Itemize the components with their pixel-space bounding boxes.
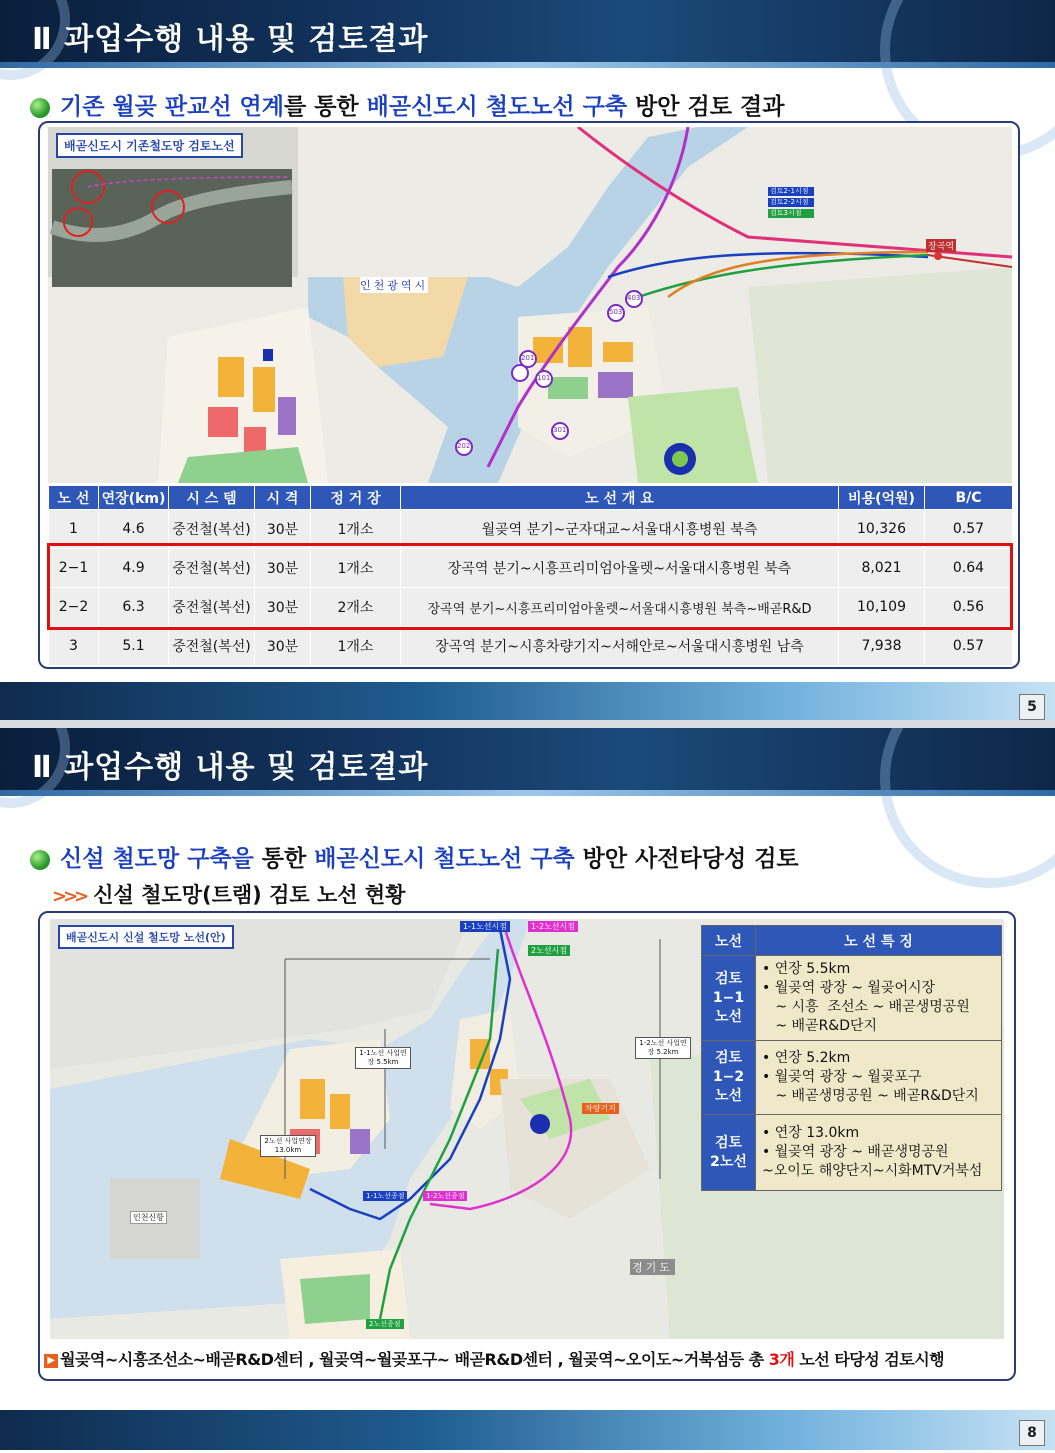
map-graphic xyxy=(48,127,1012,483)
page-number: 5 xyxy=(1019,694,1045,720)
route-start-label: 1-1노선시점 xyxy=(460,921,510,932)
route-end-label: 2노선종점 xyxy=(366,1319,404,1329)
route-feature-cell xyxy=(756,1041,1002,1115)
content-panel xyxy=(38,911,1016,1381)
table-cell: 2−2 xyxy=(49,588,99,627)
sub-subtitle xyxy=(52,879,405,909)
table-cell: 0.56 xyxy=(925,588,1013,627)
summary-text: 노선 타당성 검토시행 xyxy=(794,1350,945,1369)
garage-label: 차량기지 xyxy=(582,1103,619,1114)
table-row xyxy=(49,549,1013,588)
subtitle-part: 배곧신도시 철도노선 구축 xyxy=(366,94,628,120)
route-name-line: 검토 xyxy=(714,1050,743,1066)
table-cell: 30분 xyxy=(255,510,311,549)
map-route-label: 검토3시점 xyxy=(770,209,802,217)
route-feature-cell xyxy=(756,1115,1002,1191)
route-name-cell xyxy=(702,956,756,1041)
feature-line: • 월곶역 광장 ~ 월곶포구 xyxy=(762,1069,922,1085)
feature-line: • 월곶역 광장 ~ 월곶어시장 xyxy=(762,980,936,996)
map-title-label: 배곧신도시 신설 철도망 노선(안) xyxy=(58,925,234,949)
feature-line: ~ 시흥 조선소 ~ 배곧생명공원 xyxy=(762,999,970,1015)
road-shield-label: 202 xyxy=(457,442,471,450)
summary-text: 월곶역~시흥조선소~배곧R&D센터 , 월곶역~월곶포구~ 배곧R&D센터 , 월곶역~오이도~거북섬등 총 xyxy=(60,1350,769,1369)
route-end-label: 1-2노선종점 xyxy=(423,1191,467,1201)
route-length-label: 1-1노선 사업연장 5.5km xyxy=(355,1047,411,1069)
summary-note xyxy=(44,1347,944,1370)
table-cell: 30분 xyxy=(255,588,311,627)
route-name-line: 검토 xyxy=(714,970,743,987)
section-subtitle xyxy=(30,88,784,121)
map-place-label: 인천신항 xyxy=(130,1211,167,1224)
subtitle-part: 통한 xyxy=(253,846,315,872)
column-header: 비용(억원) xyxy=(839,486,925,510)
route-name-line: 1−1 xyxy=(712,989,745,1006)
sub-subtitle-text: 신설 철도망(트램) 검토 노선 현황 xyxy=(93,883,406,907)
table-row xyxy=(702,1041,1002,1115)
table-cell: 중전철(복선) xyxy=(169,588,255,627)
table-cell: 30분 xyxy=(255,627,311,666)
route-review-table xyxy=(48,485,1013,666)
table-cell: 3 xyxy=(49,627,99,666)
header-title: Ⅱ 과업수행 내용 및 검토결과 xyxy=(32,22,429,57)
orange-arrow-icon: ▶ xyxy=(44,1354,58,1368)
table-cell: 월곶역 분기~군자대교~서울대시흥병원 북측 xyxy=(401,510,839,549)
table-header-row xyxy=(702,926,1002,956)
slide-footer xyxy=(0,1410,1055,1450)
feature-line: • 연장 5.5km xyxy=(762,961,851,977)
route-feature-cell xyxy=(756,956,1002,1041)
route-name-line: 1−2 xyxy=(712,1069,745,1085)
route-end-label: 1-1노선종점 xyxy=(363,1191,407,1201)
column-header: 시 스 템 xyxy=(169,486,255,510)
table-cell: 0.57 xyxy=(925,510,1013,549)
table-cell: 중전철(복선) xyxy=(169,510,255,549)
route-name-cell xyxy=(702,1115,756,1191)
railway-map xyxy=(48,127,1012,483)
map-route-label: 검토2-2시점 xyxy=(770,198,809,206)
table-row xyxy=(702,956,1002,1041)
feature-line: ~ 배곧R&D단지 xyxy=(762,1018,878,1034)
section-subtitle xyxy=(30,840,799,873)
feature-line: • 연장 13.0km xyxy=(762,1125,860,1141)
subtitle-part: 방안 사전타당성 검토 xyxy=(574,846,799,872)
table-cell: 30분 xyxy=(255,549,311,588)
table-cell: 장곡역 분기~시흥프리미엄아울렛~서울대시흥병원 북측~배곧R&D xyxy=(401,588,839,627)
route-name-line: 노선 xyxy=(714,1008,743,1025)
subtitle-part: 를 통한 xyxy=(283,94,367,120)
content-panel xyxy=(38,121,1020,669)
table-cell: 1개소 xyxy=(311,510,401,549)
summary-count: 3개 xyxy=(768,1350,795,1369)
route-name-line: 검토 xyxy=(714,1134,743,1151)
table-cell: 10,109 xyxy=(839,588,925,627)
feature-line: ~ 배곧생명공원 ~ 배곧R&D단지 xyxy=(762,1088,979,1104)
swirl-decoration-icon xyxy=(880,728,1055,888)
column-header: 노 선 개 요 xyxy=(401,486,839,510)
column-header: 연장(km) xyxy=(99,486,169,510)
triple-chevron-icon: >>> xyxy=(52,886,86,907)
table-cell: 1개소 xyxy=(311,627,401,666)
table-cell: 장곡역 분기~시흥프리미엄아울렛~서울대시흥병원 북측 xyxy=(401,549,839,588)
table-cell: 6.3 xyxy=(99,588,169,627)
subtitle-part: 배곧신도시 철도노선 구축 xyxy=(314,846,575,872)
table-cell: 10,326 xyxy=(839,510,925,549)
table-cell: 중전철(복선) xyxy=(169,549,255,588)
route-name-line: 노선 xyxy=(714,1088,743,1104)
feature-line: • 월곶역 광장 ~ 배곧생명공원 xyxy=(762,1144,949,1160)
map-route-label: 검토2-1시점 xyxy=(770,187,809,195)
route-start-label: 2노선시점 xyxy=(528,945,570,956)
route-length-label: 2노선 사업연장 13.0km xyxy=(260,1135,316,1157)
road-shield-label: 503 xyxy=(609,308,623,316)
slide-5 xyxy=(0,0,1055,720)
table-cell: 4.6 xyxy=(99,510,169,549)
feature-line: ~오이도 해양단지~시화MTV거북섬 xyxy=(762,1163,983,1179)
table-cell: 중전철(복선) xyxy=(169,627,255,666)
column-header: 노선 xyxy=(702,926,756,956)
table-cell: 8,021 xyxy=(839,549,925,588)
header-title: Ⅱ 과업수행 내용 및 검토결과 xyxy=(32,750,429,785)
table-row xyxy=(49,588,1013,627)
road-shield-label: 101 xyxy=(537,374,551,382)
table-cell: 2개소 xyxy=(311,588,401,627)
table-cell: 4.9 xyxy=(99,549,169,588)
map-place-label: 인천광역시 xyxy=(360,279,429,292)
route-name-line: 2노선 xyxy=(710,1153,747,1170)
route-length-label: 1-2노선 사업연장 5.2km xyxy=(635,1037,691,1059)
slide-header xyxy=(0,0,1055,68)
slide-separator xyxy=(0,720,1055,728)
road-shield-label: 201 xyxy=(521,354,535,362)
column-header: 노 선 특 징 xyxy=(756,926,1002,956)
column-header: 정 거 장 xyxy=(311,486,401,510)
table-cell: 0.57 xyxy=(925,627,1013,666)
table-cell: 2−1 xyxy=(49,549,99,588)
slide-8 xyxy=(0,728,1055,1453)
road-shield-label: 403 xyxy=(627,294,641,302)
feature-line: • 연장 5.2km xyxy=(762,1050,851,1066)
slide-header xyxy=(0,728,1055,796)
table-row xyxy=(49,627,1013,666)
table-cell: 1 xyxy=(49,510,99,549)
table-row xyxy=(49,510,1013,549)
table-cell: 장곡역 분기~시흥차량기지~서해안로~서울대시흥병원 남측 xyxy=(401,627,839,666)
table-cell: 7,938 xyxy=(839,627,925,666)
column-header: 시 격 xyxy=(255,486,311,510)
route-name-cell xyxy=(702,1041,756,1115)
route-feature-table xyxy=(701,925,1002,1191)
column-header: B/C xyxy=(925,486,1013,510)
table-row xyxy=(702,1115,1002,1191)
subtitle-part: 방안 검토 결과 xyxy=(627,94,785,120)
road-shield-label: 301 xyxy=(553,426,567,434)
table-cell: 5.1 xyxy=(99,627,169,666)
column-header: 노 선 xyxy=(49,486,99,510)
table-cell: 0.64 xyxy=(925,549,1013,588)
table-header-row xyxy=(49,486,1013,510)
map-station-label: 장곡역 xyxy=(926,239,956,252)
map-title-label: 배곧신도시 기존철도망 검토노선 xyxy=(56,133,243,158)
subtitle-part: 신설 철도망 구축을 xyxy=(60,846,254,872)
green-bullet-icon xyxy=(30,850,50,870)
subtitle-part: 기존 월곶 판교선 연계 xyxy=(60,94,284,120)
page-number: 8 xyxy=(1019,1420,1045,1446)
slide-footer xyxy=(0,682,1055,720)
table-cell: 1개소 xyxy=(311,549,401,588)
map-place-label: 경기도 xyxy=(632,1261,673,1274)
route-start-label: 1-2노선시점 xyxy=(528,921,578,932)
green-bullet-icon xyxy=(30,98,50,118)
